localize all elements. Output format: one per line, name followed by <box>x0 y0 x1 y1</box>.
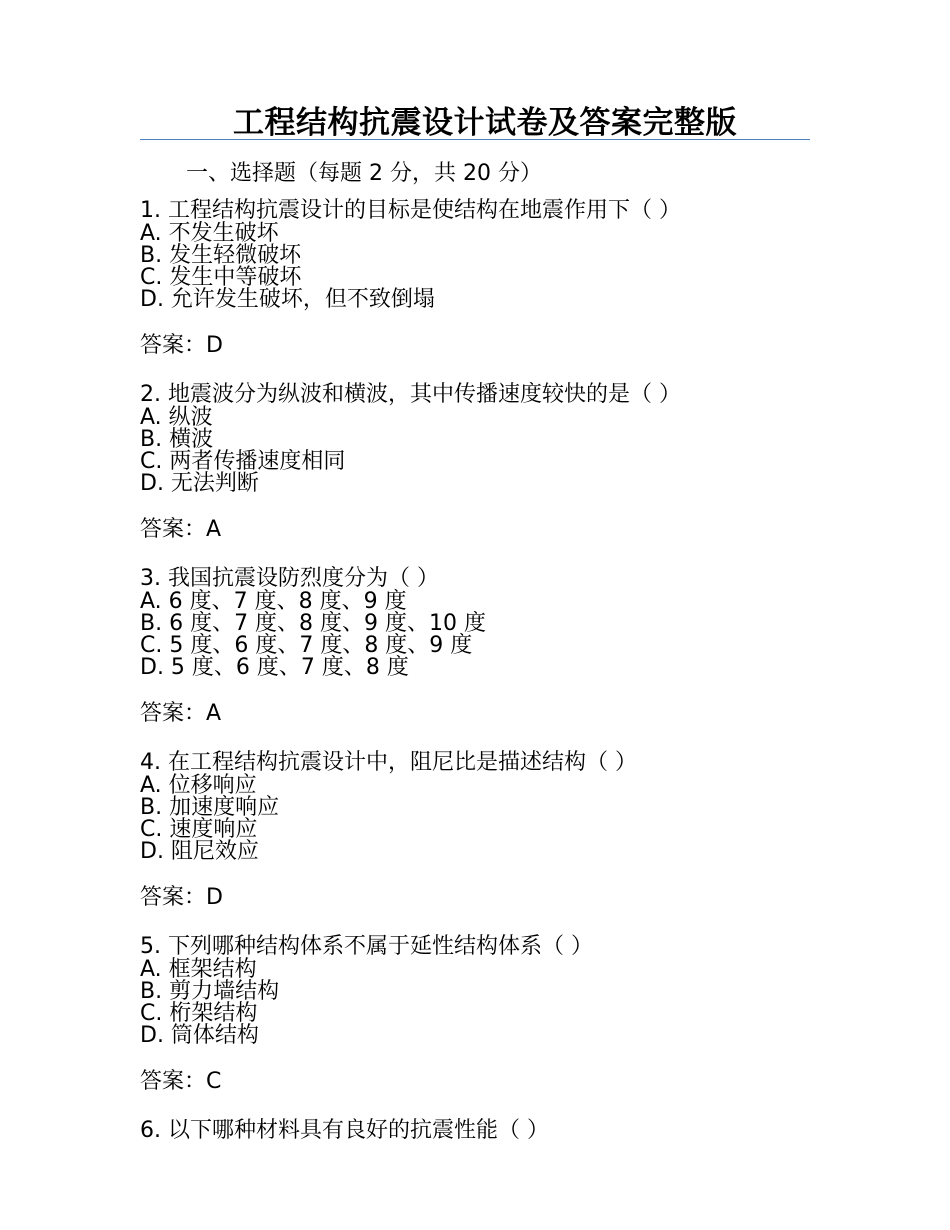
answer-text: 答案：C <box>140 1069 222 1094</box>
option-b: B. 横波 <box>140 427 214 452</box>
option-d: D. 5 度、6 度、7 度、8 度 <box>140 655 409 680</box>
option-a: A. 框架结构 <box>140 957 257 982</box>
option-b: B. 剪力墙结构 <box>140 979 280 1004</box>
title-underline <box>140 139 810 140</box>
option-list <box>140 959 820 1047</box>
option-list <box>140 775 820 863</box>
page-title: 工程结构抗震设计试卷及答案完整版 <box>233 105 737 141</box>
question-3 <box>140 567 820 729</box>
question-text: 5. 下列哪种结构体系不属于延性结构体系（ ） <box>140 934 593 959</box>
option-list <box>140 591 820 679</box>
question-text: 4. 在工程结构抗震设计中，阻尼比是描述结构（ ） <box>140 750 637 775</box>
question-text: 2. 地震波分为纵波和横波，其中传播速度较快的是（ ） <box>140 382 681 407</box>
question-text: 1. 工程结构抗震设计的目标是使结构在地震作用下（ ） <box>140 198 681 223</box>
option-a: A. 6 度、7 度、8 度、9 度 <box>140 589 407 614</box>
question-list <box>140 199 820 1143</box>
option-a: A. 位移响应 <box>140 773 257 798</box>
question-4 <box>140 751 820 913</box>
option-c: C. 发生中等破坏 <box>140 265 302 290</box>
answer-text: 答案：A <box>140 517 222 542</box>
option-d: D. 筒体结构 <box>140 1023 259 1048</box>
option-c: C. 两者传播速度相同 <box>140 449 346 474</box>
option-b: B. 加速度响应 <box>140 795 280 820</box>
option-c: C. 5 度、6 度、7 度、8 度、9 度 <box>140 633 473 658</box>
question-5 <box>140 935 820 1097</box>
question-6 <box>140 1119 820 1143</box>
option-b: B. 6 度、7 度、8 度、9 度、10 度 <box>140 611 487 636</box>
option-d: D. 阻尼效应 <box>140 839 259 864</box>
answer-text: 答案：D <box>140 333 223 358</box>
section-heading: 一、选择题（每题 2 分，共 20 分） <box>186 161 542 186</box>
option-d: D. 允许发生破坏，但不致倒塌 <box>140 287 435 312</box>
option-list <box>140 223 820 311</box>
option-d: D. 无法判断 <box>140 471 259 496</box>
question-text: 6. 以下哪种材料具有良好的抗震性能（ ） <box>140 1118 549 1143</box>
question-text: 3. 我国抗震设防烈度分为（ ） <box>140 566 439 591</box>
question-1 <box>140 199 820 361</box>
question-2 <box>140 383 820 545</box>
option-list <box>140 407 820 495</box>
option-c: C. 速度响应 <box>140 817 258 842</box>
answer-text: 答案：D <box>140 885 223 910</box>
option-a: A. 纵波 <box>140 405 213 430</box>
option-a: A. 不发生破坏 <box>140 221 279 246</box>
option-c: C. 桁架结构 <box>140 1001 258 1026</box>
option-b: B. 发生轻微破坏 <box>140 243 302 268</box>
answer-text: 答案：A <box>140 701 222 726</box>
